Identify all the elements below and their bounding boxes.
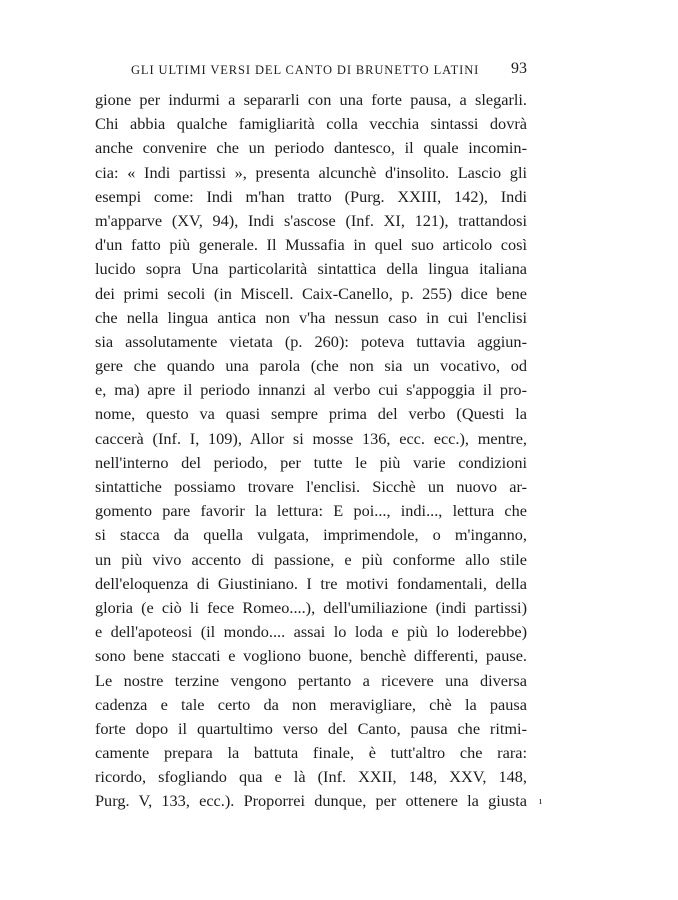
text-line: e, ma) apre il periodo innanzi al verbo cui s'appoggia il pro- [95,380,527,400]
text-line: si stacca da quella vulgata, imprimendole, o m'inganno, [95,525,527,545]
text-line: lucido sopra Una particolarità sintattica della lingua italiana [95,259,527,279]
text-line: sia assolutamente vietata (p. 260): poteva tuttavia aggiun- [95,331,527,351]
text-line: Chi abbia qualche famigliarità colla vecchia sintassi dovrà [95,114,527,134]
text-line: e dell'apoteosi (il mondo.... assai lo loda e più lo loderebbe) [95,622,527,642]
text-line: esempi come: Indi m'han tratto (Purg. XXIII, 142), Indi [95,186,527,206]
text-line: dei primi secoli (in Miscell. Caix-Canello, p. 255) dice bene [95,283,527,303]
running-head [95,60,527,84]
text-line: ricordo, sfogliando qua e là (Inf. XXII, 148, XXV, 148, [95,767,527,787]
text-line: cia: « Indi partissi », presenta alcunchè d'insolito. Lascio gli [95,162,527,182]
text-line: cadenza e tale certo da non meravigliare, chè la pausa [95,694,527,714]
text-line: anche convenire che un periodo dantesco, il quale incomin- [95,138,527,158]
text-line: sintattiche possiamo trovare l'enclisi. Sicchè un nuovo ar- [95,477,527,496]
text-line: dell'eloquenza di Giustiniano. I tre motivi fondamentali, della [95,573,527,593]
text-line: d'un fatto più generale. Il Mussafia in quel suo articolo così [95,235,527,255]
text-line: gloria (e ciò li fece Romeo....), dell'umiliazione (indi partissi) [95,597,527,617]
text-line: gomento pare favorir la lettura: E poi..., indi..., lettura che [95,501,527,521]
text-line: forte dopo il quartultimo verso del Canto, pausa che ritmi- [95,718,527,738]
text-line: gere che quando una parola (che non sia un vocativo, od [95,356,527,376]
text-line: che nella lingua antica non v'ha nessun caso in cui l'enclisi [95,307,527,327]
text-line: Purg. V, 133, ecc.). Proporrei dunque, per ottenere la giusta [95,791,527,811]
text-line: caccerà (Inf. I, 109), Allor si mosse 136, ecc. ecc.), mentre, [95,428,527,448]
text-line: m'apparve (XV, 94), Indi s'ascose (Inf. XI, 121), trattandosi [95,210,527,230]
text-line: gione per indurmi a separarli con una forte pausa, a slegarli. [95,90,527,109]
text-line: nome, questo va quasi sempre prima del verbo (Questi la [95,404,527,424]
text-line: camente prepara la battuta finale, è tutt'altro che rara: [95,743,527,763]
text-line: Le nostre terzine vengono pertanto a ricevere una diversa [95,670,527,690]
page-number: 93 [511,60,527,77]
text-line: un più vivo accento di passione, e più conforme allo stile [95,549,527,569]
margin-mark: ı [539,795,543,807]
text-line: sono bene staccati e vogliono buone, benchè differenti, pause. [95,646,527,666]
running-title: GLI ULTIMI VERSI DEL CANTO DI BRUNETTO LATINI [131,63,480,77]
text-line: nell'interno del periodo, per tutte le più varie condizioni [95,452,527,472]
body-text [95,88,527,814]
